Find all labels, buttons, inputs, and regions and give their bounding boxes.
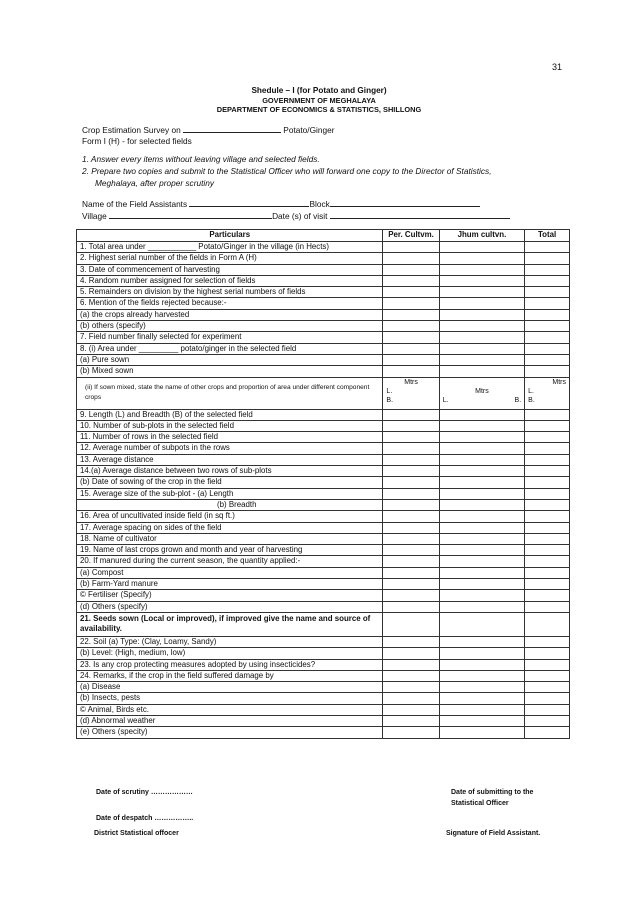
- entry-cell[interactable]: [525, 670, 570, 681]
- table-row: [77, 499, 570, 510]
- instruction-1: 1. Answer every items without leaving village and selected fields.: [82, 154, 320, 164]
- entry-cell[interactable]: [525, 298, 570, 309]
- table-row: [77, 298, 570, 309]
- entry-cell[interactable]: [383, 533, 439, 544]
- entry-cell[interactable]: [383, 409, 439, 420]
- entry-cell[interactable]: [383, 466, 439, 477]
- row-label: 8. (i) Area under _________ potato/ginger in the selected field: [77, 343, 383, 354]
- row-label: 13. Average distance: [77, 454, 383, 465]
- row-label: 1. Total area under ___________ Potato/Ginger in the village (in Hects): [77, 242, 383, 253]
- row-label: (b) others (specify): [77, 321, 383, 332]
- table-row: [77, 264, 570, 275]
- entry-cell[interactable]: [383, 321, 439, 332]
- entry-cell[interactable]: [439, 636, 524, 647]
- per-cultvm-lb-cell[interactable]: [383, 377, 439, 409]
- entry-cell[interactable]: [525, 309, 570, 320]
- row-label: (d) Others (specify): [77, 601, 383, 612]
- entry-cell[interactable]: [525, 253, 570, 264]
- header-per-cultvm: Per. Cultvm.: [383, 230, 439, 242]
- row-label: (b) Breadth: [77, 499, 383, 510]
- entry-cell[interactable]: [439, 590, 524, 601]
- entry-cell[interactable]: [383, 590, 439, 601]
- entry-cell[interactable]: [383, 567, 439, 578]
- entry-cell[interactable]: [525, 567, 570, 578]
- entry-cell[interactable]: [439, 343, 524, 354]
- entry-cell[interactable]: [439, 499, 524, 510]
- entry-cell[interactable]: [383, 287, 439, 298]
- entry-cell[interactable]: [439, 264, 524, 275]
- table-row: [77, 670, 570, 681]
- table-row: [77, 715, 570, 726]
- row-label: 21. Seeds sown (Local or improved), if improved give the name and source of availability.: [77, 612, 383, 636]
- entry-cell[interactable]: [525, 275, 570, 286]
- entry-cell[interactable]: [439, 488, 524, 499]
- village-label: Village: [82, 211, 110, 221]
- entry-cell[interactable]: [439, 409, 524, 420]
- date-of-despatch: Date of despatch ……………..: [96, 815, 194, 822]
- entry-cell[interactable]: [383, 682, 439, 693]
- row-label: 19. Name of last crops grown and month and year of harvesting: [77, 545, 383, 556]
- row-label: (e) Others (specity): [77, 727, 383, 738]
- table-row: [77, 511, 570, 522]
- entry-cell[interactable]: [383, 332, 439, 343]
- row-label: 4. Random number assigned for selection of fields: [77, 275, 383, 286]
- table-row: [77, 253, 570, 264]
- entry-cell[interactable]: [383, 343, 439, 354]
- form-title: Shedule – I (for Potato and Ginger): [251, 86, 387, 95]
- table-row: [77, 309, 570, 320]
- entry-cell[interactable]: [525, 693, 570, 704]
- entry-cell[interactable]: [383, 579, 439, 590]
- entry-cell[interactable]: [383, 264, 439, 275]
- l-label: L.: [442, 396, 449, 404]
- form-label: Form I (H) - for selected fields: [82, 136, 192, 146]
- entry-cell[interactable]: [525, 579, 570, 590]
- table-row: [77, 727, 570, 738]
- entry-cell[interactable]: [439, 354, 524, 365]
- entry-cell[interactable]: [439, 533, 524, 544]
- assistant-line: [82, 198, 480, 209]
- entry-cell[interactable]: [525, 682, 570, 693]
- date-visit-label: Date (s) of visit: [272, 211, 330, 221]
- entry-cell[interactable]: [439, 298, 524, 309]
- row-label: (a) Disease: [77, 682, 383, 693]
- table-row: [77, 343, 570, 354]
- entry-cell[interactable]: [439, 522, 524, 533]
- entry-cell[interactable]: [383, 511, 439, 522]
- entry-cell[interactable]: [439, 477, 524, 488]
- entry-cell[interactable]: [525, 354, 570, 365]
- entry-cell[interactable]: [383, 275, 439, 286]
- entry-cell[interactable]: [525, 636, 570, 647]
- entry-cell[interactable]: [439, 420, 524, 431]
- table-row: [77, 488, 570, 499]
- entry-cell[interactable]: [525, 466, 570, 477]
- entry-cell[interactable]: [383, 309, 439, 320]
- table-row: [77, 354, 570, 365]
- b-label: B.: [514, 396, 522, 404]
- entry-cell[interactable]: [439, 693, 524, 704]
- entry-cell[interactable]: [525, 601, 570, 612]
- date-of-scrutiny: Date of scrutiny ………………: [96, 789, 193, 796]
- entry-cell[interactable]: [525, 704, 570, 715]
- entry-cell[interactable]: [383, 715, 439, 726]
- table-row: [77, 466, 570, 477]
- entry-cell[interactable]: [439, 579, 524, 590]
- row-label: 12. Average number of subpots in the rows: [77, 443, 383, 454]
- entry-cell[interactable]: [439, 670, 524, 681]
- table-row: [77, 443, 570, 454]
- table-row: [77, 590, 570, 601]
- row-label: (b) Level: (High, medium, low): [77, 648, 383, 659]
- table-row: [77, 636, 570, 647]
- entry-cell[interactable]: [439, 432, 524, 443]
- entry-cell[interactable]: [525, 715, 570, 726]
- table-row: [77, 477, 570, 488]
- entry-cell[interactable]: [383, 366, 439, 377]
- row-label: (a) Pure sown: [77, 354, 383, 365]
- entry-cell[interactable]: [383, 253, 439, 264]
- table-row: [77, 454, 570, 465]
- table-row: [77, 682, 570, 693]
- row-label: 24. Remarks, if the crop in the field suffered damage by: [77, 670, 383, 681]
- table-row: [77, 533, 570, 544]
- entry-cell[interactable]: [525, 264, 570, 275]
- entry-cell[interactable]: [383, 601, 439, 612]
- row-label: 7. Field number finally selected for experiment: [77, 332, 383, 343]
- entry-cell[interactable]: [439, 321, 524, 332]
- block-label: Block: [309, 199, 330, 209]
- entry-cell[interactable]: [525, 366, 570, 377]
- row-label: (a) Compost: [77, 567, 383, 578]
- entry-cell[interactable]: [525, 287, 570, 298]
- entry-cell[interactable]: [439, 659, 524, 670]
- entry-cell[interactable]: [439, 366, 524, 377]
- table-row: [77, 659, 570, 670]
- entry-cell[interactable]: [525, 477, 570, 488]
- entry-cell[interactable]: [383, 499, 439, 510]
- header-jhum-cultvn: Jhum cultvn.: [439, 230, 524, 242]
- entry-cell[interactable]: [525, 343, 570, 354]
- table-header-row: [77, 230, 570, 242]
- entry-cell[interactable]: [439, 443, 524, 454]
- row-label: © Fertiliser (Specify): [77, 590, 383, 601]
- entry-cell[interactable]: [439, 545, 524, 556]
- b-label: B.: [528, 396, 535, 404]
- row-label: 3. Date of commencement of harvesting: [77, 264, 383, 275]
- table-row: [77, 242, 570, 253]
- mtrs-label: Mtrs: [404, 378, 418, 386]
- row-label: (b) Mixed sown: [77, 366, 383, 377]
- row-label: 20. If manured during the current season, the quantity applied:-: [77, 556, 383, 567]
- entry-cell[interactable]: [439, 287, 524, 298]
- assistant-label: Name of the Field Assistants: [82, 199, 190, 209]
- mtrs-label: Mtrs: [475, 387, 489, 395]
- entry-cell[interactable]: [383, 704, 439, 715]
- entry-cell[interactable]: [439, 648, 524, 659]
- government-heading: GOVERNMENT OF MEGHALAYA: [262, 96, 376, 105]
- row-label: 2. Highest serial number of the fields in Form A (H): [77, 253, 383, 264]
- table-row: [77, 287, 570, 298]
- survey-line: [82, 124, 335, 135]
- entry-cell[interactable]: [383, 648, 439, 659]
- entry-cell[interactable]: [383, 612, 439, 636]
- entry-cell[interactable]: [439, 309, 524, 320]
- entry-cell[interactable]: [439, 275, 524, 286]
- entry-cell[interactable]: [383, 670, 439, 681]
- row-label: (b) Insects, pests: [77, 693, 383, 704]
- row-label: 6. Mention of the fields rejected because:-: [77, 298, 383, 309]
- mtrs-label: Mtrs: [552, 378, 566, 386]
- entry-cell[interactable]: [525, 242, 570, 253]
- table-row: [77, 409, 570, 420]
- entry-cell[interactable]: [383, 522, 439, 533]
- row-label: © Animal, Birds etc.: [77, 704, 383, 715]
- table-row: [77, 545, 570, 556]
- row-label: 9. Length (L) and Breadth (B) of the selected field: [77, 409, 383, 420]
- table-row: [77, 432, 570, 443]
- entry-cell[interactable]: [383, 432, 439, 443]
- entry-cell[interactable]: [439, 454, 524, 465]
- signature-field-assistant: Signature of Field Assistant.: [446, 830, 541, 837]
- row-label: 11. Number of rows in the selected field: [77, 432, 383, 443]
- entry-cell[interactable]: [525, 612, 570, 636]
- row-label: 16. Area of uncultivated inside field (in sq ft.): [77, 511, 383, 522]
- entry-cell[interactable]: [525, 556, 570, 567]
- table-row: [77, 579, 570, 590]
- department-heading: DEPARTMENT OF ECONOMICS & STATISTICS, SHILLONG: [216, 105, 422, 114]
- entry-cell[interactable]: [525, 522, 570, 533]
- page-number: 31: [552, 62, 563, 72]
- entry-cell[interactable]: [525, 488, 570, 499]
- row-label: 14.(a) Average distance between two rows of sub-plots: [77, 466, 383, 477]
- entry-cell[interactable]: [525, 727, 570, 738]
- entry-cell[interactable]: [439, 727, 524, 738]
- statistical-officer: Statistical Officer: [451, 800, 509, 807]
- table-row: [77, 567, 570, 578]
- row-label: 15. Average size of the sub-plot - (a) Length: [77, 488, 383, 499]
- entry-cell[interactable]: [383, 488, 439, 499]
- table-row: [77, 420, 570, 431]
- entry-cell[interactable]: [439, 612, 524, 636]
- instruction-2: 2. Prepare two copies and submit to the Statistical Officer who will forward one copy to the Director of Statistics,: [82, 166, 492, 176]
- entry-cell[interactable]: [383, 477, 439, 488]
- jhum-lb-cell[interactable]: [439, 377, 524, 409]
- table-row: [77, 321, 570, 332]
- row-label: 10. Number of sub-plots in the selected field: [77, 420, 383, 431]
- l-label: L.: [528, 387, 534, 395]
- table-row: [77, 648, 570, 659]
- row-label: (a) the crops already harvested: [77, 309, 383, 320]
- entry-cell[interactable]: [525, 454, 570, 465]
- header-particulars: Particulars: [77, 230, 383, 242]
- row-label: (b) Farm-Yard manure: [77, 579, 383, 590]
- entry-cell[interactable]: [525, 499, 570, 510]
- entry-cell[interactable]: [383, 354, 439, 365]
- row-label: 18. Name of cultivator: [77, 533, 383, 544]
- entry-cell[interactable]: [383, 727, 439, 738]
- entry-cell[interactable]: [383, 443, 439, 454]
- entry-cell[interactable]: [439, 682, 524, 693]
- row-label: 22. Soil (a) Type: (Clay, Loamy, Sandy): [77, 636, 383, 647]
- instruction-2-cont: Meghalaya, after proper scrutiny: [95, 178, 214, 188]
- table-row: [77, 556, 570, 567]
- entry-cell[interactable]: [439, 601, 524, 612]
- table-row-seeds: [77, 612, 570, 636]
- row-label: 23. Is any crop protecting measures adopted by using insecticides?: [77, 659, 383, 670]
- entry-cell[interactable]: [439, 511, 524, 522]
- village-blank[interactable]: [109, 210, 272, 219]
- block-blank[interactable]: [330, 198, 480, 207]
- district-statistical-officer: District Statistical offocer: [94, 830, 179, 837]
- entry-cell[interactable]: [439, 253, 524, 264]
- entry-cell[interactable]: [525, 420, 570, 431]
- entry-cell[interactable]: [525, 659, 570, 670]
- table-row: [77, 693, 570, 704]
- survey-suffix: Potato/Ginger: [281, 125, 335, 135]
- entry-cell[interactable]: [383, 659, 439, 670]
- entry-cell[interactable]: [383, 298, 439, 309]
- village-line: [82, 210, 510, 221]
- header-total: Total: [525, 230, 570, 242]
- entry-cell[interactable]: [439, 466, 524, 477]
- table-row: [77, 366, 570, 377]
- b-label: B.: [386, 396, 394, 404]
- row-label: 5. Remainders on division by the highest serial numbers of fields: [77, 287, 383, 298]
- date-visit-blank[interactable]: [330, 210, 510, 219]
- entry-cell[interactable]: [525, 511, 570, 522]
- date-of-submitting: Date of submitting to the: [451, 789, 534, 796]
- entry-cell[interactable]: [525, 533, 570, 544]
- entry-cell[interactable]: [439, 704, 524, 715]
- entry-cell[interactable]: [439, 715, 524, 726]
- entry-cell[interactable]: [525, 432, 570, 443]
- entry-cell[interactable]: [439, 556, 524, 567]
- row-label: (b) Date of sowing of the crop in the field: [77, 477, 383, 488]
- assistant-blank[interactable]: [189, 198, 309, 207]
- table-row-mixed: [77, 377, 570, 409]
- entry-cell[interactable]: [383, 636, 439, 647]
- row-label: (ii) If sown mixed, state the name of other crops and proportion of area under different component crops: [77, 377, 383, 409]
- entry-cell[interactable]: [525, 321, 570, 332]
- entry-cell[interactable]: [383, 420, 439, 431]
- entry-cell[interactable]: [439, 242, 524, 253]
- table-row: [77, 332, 570, 343]
- entry-cell[interactable]: [439, 567, 524, 578]
- entry-cell[interactable]: [525, 545, 570, 556]
- table-row: [77, 704, 570, 715]
- entry-cell[interactable]: [525, 648, 570, 659]
- entry-cell[interactable]: [383, 556, 439, 567]
- table-row: [77, 601, 570, 612]
- table-row: [77, 275, 570, 286]
- entry-cell[interactable]: [383, 242, 439, 253]
- survey-blank[interactable]: [183, 124, 281, 133]
- survey-prefix: Crop Estimation Survey on: [82, 125, 183, 135]
- entry-cell[interactable]: [383, 545, 439, 556]
- table-row: [77, 522, 570, 533]
- entry-cell[interactable]: [525, 443, 570, 454]
- entry-cell[interactable]: [383, 693, 439, 704]
- row-label: 17. Average spacing on sides of the field: [77, 522, 383, 533]
- total-lb-cell[interactable]: [525, 377, 570, 409]
- entry-cell[interactable]: [383, 454, 439, 465]
- row-label: (d) Abnormal weather: [77, 715, 383, 726]
- entry-cell[interactable]: [439, 332, 524, 343]
- schedule-table: [76, 229, 570, 739]
- l-label: L.: [386, 387, 393, 395]
- entry-cell[interactable]: [525, 409, 570, 420]
- entry-cell[interactable]: [525, 590, 570, 601]
- entry-cell[interactable]: [525, 332, 570, 343]
